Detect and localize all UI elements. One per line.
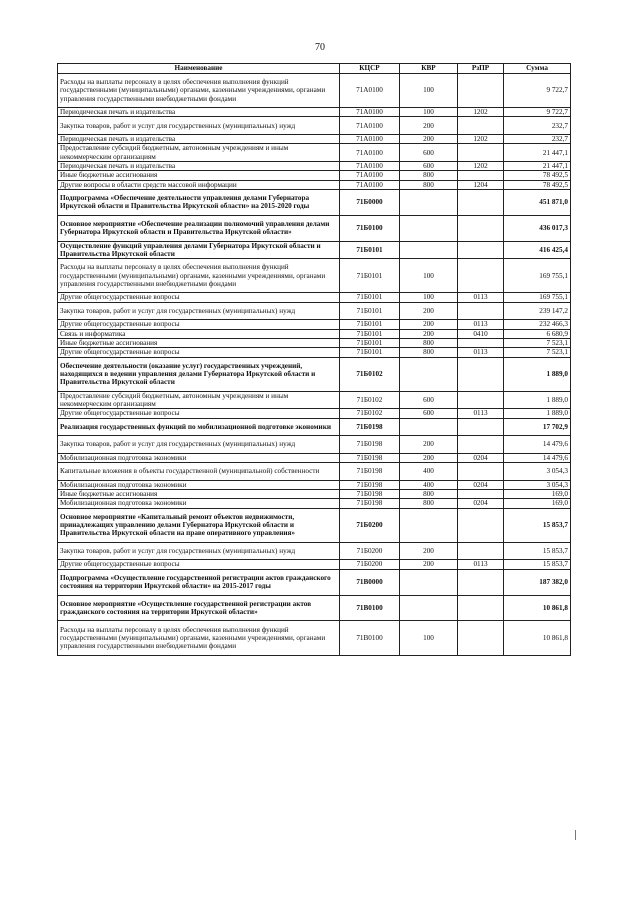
cell-rzpr (458, 418, 504, 436)
cell-kvr: 200 (400, 117, 458, 135)
cell-sum: 232,7 (504, 117, 571, 135)
cell-sum: 10 861,8 (504, 595, 571, 621)
cell-kcsr: 71А0100 (340, 144, 400, 162)
cell-sum: 21 447,1 (504, 144, 571, 162)
cell-kvr: 800 (400, 348, 458, 357)
cell-kcsr: 71А0100 (340, 74, 400, 108)
cell-sum: 232,7 (504, 135, 571, 144)
table-body (58, 74, 571, 656)
table-row (58, 171, 571, 180)
cell-rzpr: 0204 (458, 480, 504, 489)
cell-name: Другие общегосударственные вопросы (58, 293, 340, 302)
table-row (58, 180, 571, 189)
cell-sum: 10 861,8 (504, 621, 571, 655)
cell-kcsr: 71А0100 (340, 135, 400, 144)
cell-kvr: 800 (400, 489, 458, 498)
cell-sum: 169 755,1 (504, 293, 571, 302)
cell-rzpr (458, 144, 504, 162)
cell-name: Периодическая печать и издательства (58, 161, 340, 170)
cell-name: Основное мероприятие «Обеспечение реализации полномочий управления делами Губернатора Иркутской области и Правительства Иркутской области» (58, 215, 340, 241)
cell-kcsr: 71Б0200 (340, 560, 400, 569)
cell-kvr: 200 (400, 302, 458, 320)
table-row (58, 489, 571, 498)
cell-rzpr: 0204 (458, 453, 504, 462)
table-row (58, 499, 571, 508)
cell-name: Закупка товаров, работ и услуг для государственных (муниципальных) нужд (58, 302, 340, 320)
cell-name: Иные бюджетные ассигнования (58, 489, 340, 498)
cell-name: Расходы на выплаты персоналу в целях обеспечения выполнения функций государственными (муниципальными) органами, казенными учреждениями, органами управления государственными внебюджетными фондами (58, 259, 340, 293)
cell-kvr: 600 (400, 161, 458, 170)
cell-kcsr: 71Б0198 (340, 418, 400, 436)
cell-name: Мобилизационная подготовка экономики (58, 499, 340, 508)
cell-rzpr (458, 189, 504, 215)
cell-kcsr: 71А0100 (340, 180, 400, 189)
cell-name: Закупка товаров, работ и услуг для государственных (муниципальных) нужд (58, 436, 340, 454)
cell-name: Расходы на выплаты персоналу в целях обеспечения выполнения функций государственными (муниципальными) органами, казенными учреждениями, органами управления государственными внебюджетными фондами (58, 74, 340, 108)
cell-kcsr: 71Б0198 (340, 453, 400, 462)
table-header-row (58, 64, 571, 74)
cell-rzpr (458, 508, 504, 542)
cell-sum: 169,0 (504, 499, 571, 508)
table-row (58, 409, 571, 418)
cell-kvr (400, 418, 458, 436)
cell-kcsr: 71А0100 (340, 117, 400, 135)
cell-name: Основное мероприятие «Осуществление государственной регистрации актов гражданского состояния на территории Иркутской области» (58, 595, 340, 621)
cell-kcsr: 71Б0102 (340, 391, 400, 409)
cell-kvr: 100 (400, 621, 458, 655)
cell-sum: 21 447,1 (504, 161, 571, 170)
cell-name: Закупка товаров, работ и услуг для государственных (муниципальных) нужд (58, 542, 340, 560)
cell-rzpr (458, 74, 504, 108)
cell-rzpr: 0204 (458, 499, 504, 508)
table-row (58, 560, 571, 569)
cell-rzpr (458, 489, 504, 498)
cell-rzpr: 0113 (458, 409, 504, 418)
table-row (58, 241, 571, 259)
cell-rzpr: 0113 (458, 560, 504, 569)
cell-sum: 1 889,0 (504, 391, 571, 409)
cell-name: Закупка товаров, работ и услуг для государственных (муниципальных) нужд (58, 117, 340, 135)
cell-kvr: 800 (400, 499, 458, 508)
cell-name: Периодическая печать и издательства (58, 108, 340, 117)
cell-rzpr: 0113 (458, 348, 504, 357)
table-row (58, 348, 571, 357)
cell-name: Периодическая печать и издательства (58, 135, 340, 144)
cell-kcsr: 71Б0198 (340, 499, 400, 508)
cell-rzpr (458, 215, 504, 241)
header-kvr: КВР (400, 64, 458, 74)
table-row (58, 569, 571, 595)
cell-name: Мобилизационная подготовка экономики (58, 453, 340, 462)
cell-kcsr: 71Б0101 (340, 241, 400, 259)
table-row (58, 463, 571, 481)
cell-sum: 7 523,1 (504, 348, 571, 357)
cell-sum: 15 853,7 (504, 542, 571, 560)
cell-kcsr: 71Б0102 (340, 357, 400, 391)
cell-name: Реализация государственных функций по мобилизационной подготовке экономики (58, 418, 340, 436)
cell-kcsr: 71Б0198 (340, 436, 400, 454)
table-row (58, 161, 571, 170)
cell-name: Мобилизационная подготовка экономики (58, 480, 340, 489)
cell-name: Другие общегосударственные вопросы (58, 348, 340, 357)
cell-sum: 17 702,9 (504, 418, 571, 436)
cell-sum: 1 889,0 (504, 409, 571, 418)
table-row (58, 418, 571, 436)
cell-name: Другие общегосударственные вопросы (58, 409, 340, 418)
header-rzpr: РзПР (458, 64, 504, 74)
table-row (58, 391, 571, 409)
cell-kcsr: 71Б0200 (340, 508, 400, 542)
cell-rzpr (458, 171, 504, 180)
table-row (58, 108, 571, 117)
cell-sum: 9 722,7 (504, 74, 571, 108)
cell-sum: 6 680,9 (504, 329, 571, 338)
cell-kvr: 400 (400, 463, 458, 481)
cell-rzpr (458, 436, 504, 454)
table-row (58, 189, 571, 215)
cell-kcsr: 71А0100 (340, 108, 400, 117)
cell-kcsr: 71Б0198 (340, 489, 400, 498)
cell-sum: 451 871,0 (504, 189, 571, 215)
cell-name: Основное мероприятие «Капитальный ремонт объектов недвижимости, принадлежащих управлению делами Губернатора Иркутской области и Правительства Иркутской области на праве оперативного управления» (58, 508, 340, 542)
cell-kvr: 200 (400, 542, 458, 560)
cell-name: Иные бюджетные ассигнования (58, 338, 340, 347)
cell-rzpr (458, 338, 504, 347)
table-row (58, 357, 571, 391)
cell-rzpr: 1202 (458, 161, 504, 170)
cell-kcsr: 71Б0101 (340, 348, 400, 357)
cell-name: Предоставление субсидий бюджетным, автономным учреждениям и иным некоммерческим организациям (58, 144, 340, 162)
cell-name: Подпрограмма «Осуществление государственной регистрации актов гражданского состояния на территории Иркутской области» на 2015-2017 годы (58, 569, 340, 595)
cell-kvr: 200 (400, 453, 458, 462)
cell-kvr: 800 (400, 171, 458, 180)
cell-kvr: 100 (400, 108, 458, 117)
cell-kvr (400, 595, 458, 621)
cell-rzpr (458, 259, 504, 293)
cell-sum: 232 466,3 (504, 320, 571, 329)
cell-kvr: 600 (400, 391, 458, 409)
cell-kcsr: 71Б0101 (340, 338, 400, 347)
cell-sum: 3 054,3 (504, 480, 571, 489)
table-row (58, 293, 571, 302)
cell-kcsr: 71Б0000 (340, 189, 400, 215)
cell-kcsr: 71В0000 (340, 569, 400, 595)
cell-rzpr (458, 357, 504, 391)
header-kcsr: КЦСР (340, 64, 400, 74)
cell-rzpr (458, 391, 504, 409)
cell-sum: 239 147,2 (504, 302, 571, 320)
cell-sum: 14 479,6 (504, 436, 571, 454)
header-sum: Сумма (504, 64, 571, 74)
cell-rzpr (458, 595, 504, 621)
cell-name: Связь и информатика (58, 329, 340, 338)
cell-name: Расходы на выплаты персоналу в целях обеспечения выполнения функций государственными (муниципальными) органами, казенными учреждениями, органами управления государственными внебюджетными фондами (58, 621, 340, 655)
cell-rzpr (458, 621, 504, 655)
cell-rzpr: 1202 (458, 108, 504, 117)
cell-kvr (400, 569, 458, 595)
cell-kcsr: 71Б0101 (340, 329, 400, 338)
table-row (58, 595, 571, 621)
table-row (58, 215, 571, 241)
cell-kvr: 200 (400, 135, 458, 144)
cell-sum: 78 492,5 (504, 180, 571, 189)
cell-kvr: 600 (400, 144, 458, 162)
table-row (58, 453, 571, 462)
cell-kvr: 200 (400, 320, 458, 329)
cell-kcsr: 71Б0101 (340, 293, 400, 302)
cell-name: Другие общегосударственные вопросы (58, 560, 340, 569)
cell-sum: 3 054,3 (504, 463, 571, 481)
cell-kvr: 200 (400, 329, 458, 338)
cell-name: Другие вопросы в области средств массовой информации (58, 180, 340, 189)
cell-kcsr: 71В0100 (340, 595, 400, 621)
cell-rzpr: 1204 (458, 180, 504, 189)
cell-name: Иные бюджетные ассигнования (58, 171, 340, 180)
cell-kcsr: 71А0100 (340, 161, 400, 170)
table-row (58, 542, 571, 560)
table-row (58, 144, 571, 162)
cell-kcsr: 71Б0100 (340, 215, 400, 241)
table-row (58, 621, 571, 655)
cell-sum: 1 889,0 (504, 357, 571, 391)
cell-rzpr: 1202 (458, 135, 504, 144)
table-row (58, 329, 571, 338)
cell-kcsr: 71В0100 (340, 621, 400, 655)
table-row (58, 117, 571, 135)
cell-kvr: 600 (400, 409, 458, 418)
table-row (58, 508, 571, 542)
cell-rzpr (458, 569, 504, 595)
cell-kcsr: 71Б0101 (340, 259, 400, 293)
cell-name: Предоставление субсидий бюджетным, автономным учреждениям и иным некоммерческим организациям (58, 391, 340, 409)
cell-sum: 416 425,4 (504, 241, 571, 259)
cell-rzpr (458, 302, 504, 320)
cell-rzpr (458, 117, 504, 135)
cell-kcsr: 71Б0101 (340, 302, 400, 320)
margin-mark (571, 830, 576, 840)
cell-kvr (400, 189, 458, 215)
table-row (58, 338, 571, 347)
cell-sum: 14 479,6 (504, 453, 571, 462)
cell-kvr: 400 (400, 480, 458, 489)
table-row (58, 436, 571, 454)
cell-kcsr: 71Б0101 (340, 320, 400, 329)
cell-rzpr (458, 463, 504, 481)
cell-name: Другие общегосударственные вопросы (58, 320, 340, 329)
cell-kvr: 200 (400, 436, 458, 454)
table-row (58, 259, 571, 293)
cell-kvr (400, 357, 458, 391)
cell-name: Капитальные вложения в объекты государственной (муниципальной) собственности (58, 463, 340, 481)
table-row (58, 320, 571, 329)
cell-rzpr: 0113 (458, 320, 504, 329)
cell-kcsr: 71Б0102 (340, 409, 400, 418)
cell-sum: 7 523,1 (504, 338, 571, 347)
cell-kvr: 200 (400, 560, 458, 569)
cell-kvr: 800 (400, 180, 458, 189)
cell-rzpr (458, 241, 504, 259)
cell-kvr: 100 (400, 293, 458, 302)
cell-sum: 9 722,7 (504, 108, 571, 117)
cell-rzpr: 0113 (458, 293, 504, 302)
budget-table (57, 63, 571, 656)
cell-kvr: 100 (400, 259, 458, 293)
cell-sum: 15 853,7 (504, 560, 571, 569)
table-row (58, 135, 571, 144)
cell-kcsr: 71Б0198 (340, 463, 400, 481)
table-row (58, 480, 571, 489)
cell-kvr: 800 (400, 338, 458, 347)
cell-kvr (400, 241, 458, 259)
cell-kcsr: 71Б0198 (340, 480, 400, 489)
cell-sum: 15 853,7 (504, 508, 571, 542)
cell-sum: 436 017,3 (504, 215, 571, 241)
cell-sum: 187 382,0 (504, 569, 571, 595)
cell-sum: 169 755,1 (504, 259, 571, 293)
cell-kcsr: 71А0100 (340, 171, 400, 180)
cell-kvr (400, 215, 458, 241)
page-number: 70 (315, 42, 325, 53)
cell-kcsr: 71Б0200 (340, 542, 400, 560)
cell-kvr (400, 508, 458, 542)
cell-sum: 78 492,5 (504, 171, 571, 180)
header-name: Наименование (58, 64, 340, 74)
cell-rzpr: 0410 (458, 329, 504, 338)
cell-kvr: 100 (400, 74, 458, 108)
cell-name: Подпрограмма «Обеспечение деятельности управления делами Губернатора Иркутской области и Правительства Иркутской области» на 2015-2020 годы (58, 189, 340, 215)
table-row (58, 74, 571, 108)
table-row (58, 302, 571, 320)
cell-sum: 169,0 (504, 489, 571, 498)
cell-name: Обеспечение деятельности (оказание услуг) государственных учреждений, находящихся в ведении управления делами Губернатора Иркутской области и Правительства Иркутской области (58, 357, 340, 391)
cell-rzpr (458, 542, 504, 560)
cell-name: Осуществление функций управления делами Губернатора Иркутской области и Правительства Иркутской области (58, 241, 340, 259)
